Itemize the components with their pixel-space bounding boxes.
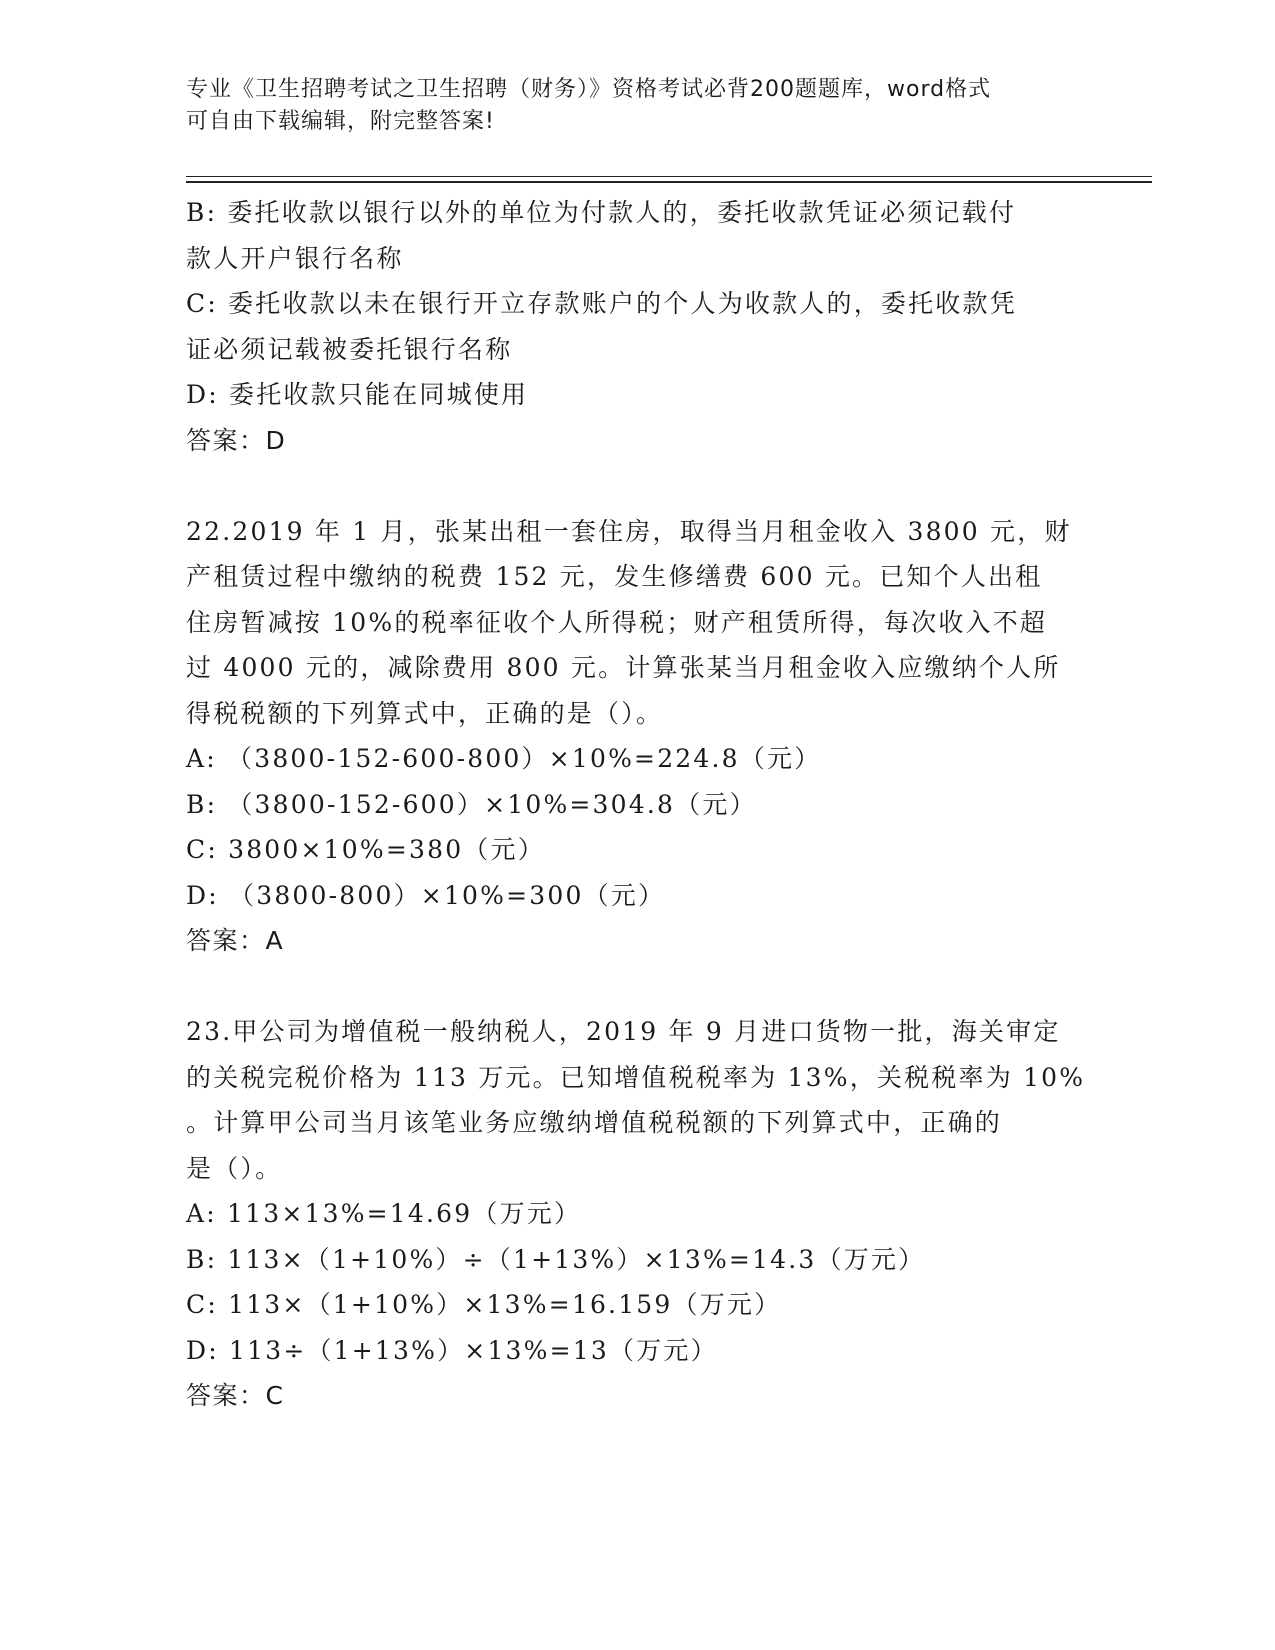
q22-stem-line-4: 过 4000 元的，减除费用 800 元。计算张某当月租金收入应缴纳个人所 xyxy=(186,653,1061,682)
spacer xyxy=(186,463,1086,509)
q23-stem-line-2: 的关税完税价格为 113 万元。已知增值税税率为 13%，关税税率为 10% xyxy=(186,1062,1086,1092)
q21-answer: 答案：D xyxy=(186,425,287,455)
q22-option-a: A: （3800-152-600-800）×10%=224.8（元） xyxy=(186,744,822,773)
q23-stem-line-4: 是（）。 xyxy=(186,1153,283,1183)
q23-option-d: D: 113÷（1+13%）×13%=13（万元） xyxy=(186,1335,718,1365)
header-rule-thick xyxy=(186,181,1152,183)
page-header xyxy=(186,74,1066,138)
header-rule-thin xyxy=(186,176,1152,177)
q21-option-d: D: 委托收款只能在同城使用 xyxy=(186,380,529,409)
question-21-continued xyxy=(186,190,1086,463)
q22-option-b: B: （3800-152-600）×10%=304.8（元） xyxy=(186,789,757,819)
header-title-line-1: 专业《卫生招聘考试之卫生招聘（财务）》资格考试必背200题题库，word格式 xyxy=(186,77,992,102)
q21-option-b-line-2: 款人开户银行名称 xyxy=(186,243,404,273)
q23-option-c: C: 113×（1+10%）×13%=16.159（万元） xyxy=(186,1290,782,1319)
q23-stem-line-1: 23.甲公司为增值税一般纳税人，2019 年 9 月进口货物一批，海关审定 xyxy=(186,1017,1061,1046)
q21-option-b-line-1: B: 委托收款以银行以外的单位为付款人的，委托收款凭证必须记载付 xyxy=(186,198,1017,227)
q23-option-a: A: 113×13%=14.69（万元） xyxy=(186,1199,582,1228)
q23-answer: 答案：C xyxy=(186,1381,285,1410)
q23-stem-line-3: 。计算甲公司当月该笔业务应缴纳增值税税额的下列算式中，正确的 xyxy=(186,1108,1003,1137)
q21-option-c-line-1: C: 委托收款以未在银行开立存款账户的个人为收款人的，委托收款凭 xyxy=(186,289,1017,318)
q22-stem-line-5: 得税税额的下列算式中，正确的是（）。 xyxy=(186,698,664,728)
q23-option-b: B: 113×（1+10%）÷（1+13%）×13%=14.3（万元） xyxy=(186,1244,926,1274)
spacer xyxy=(186,964,1086,1010)
document-body xyxy=(186,190,1086,1419)
q22-option-c: C: 3800×10%=380（元） xyxy=(186,835,545,864)
q22-stem-line-3: 住房暂减按 10%的税率征收个人所得税；财产租赁所得，每次收入不超 xyxy=(186,607,1048,637)
q22-answer: 答案：A xyxy=(186,926,285,955)
question-22 xyxy=(186,509,1086,964)
question-23 xyxy=(186,1009,1086,1419)
q22-stem-line-1: 22.2019 年 1 月，张某出租一套住房，取得当月租金收入 3800 元，财 xyxy=(186,516,1072,546)
header-title-line-2: 可自由下载编辑，附完整答案! xyxy=(186,109,495,134)
q22-stem-line-2: 产租赁过程中缴纳的税费 152 元，发生修缮费 600 元。已知个人出租 xyxy=(186,562,1043,591)
q22-option-d: D: （3800-800）×10%=300（元） xyxy=(186,880,666,910)
q21-option-c-line-2: 证必须记载被委托银行名称 xyxy=(186,334,513,364)
